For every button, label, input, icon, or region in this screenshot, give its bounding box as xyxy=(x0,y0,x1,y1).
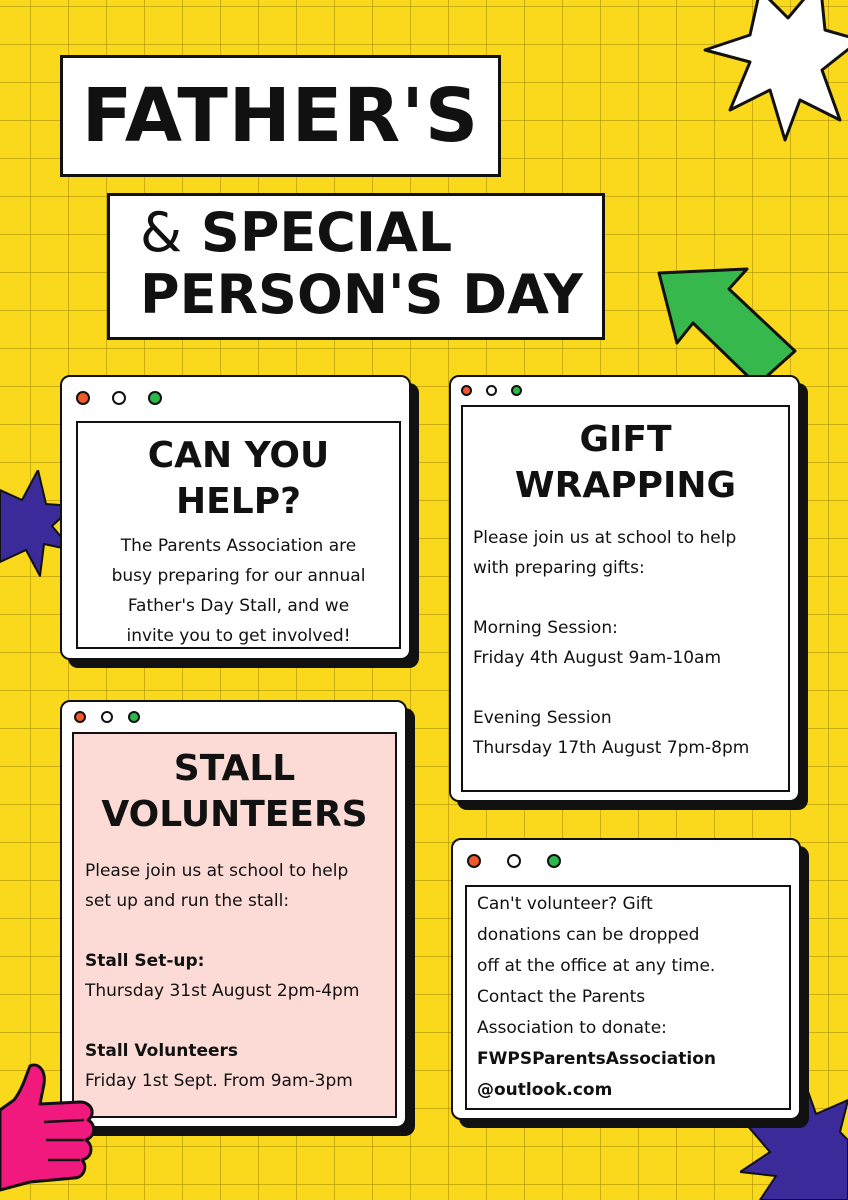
stall-heading-line-2: VOLUNTEERS xyxy=(101,794,368,835)
maximize-dot-icon xyxy=(511,385,522,396)
donation-text-line: off at the office at any time. xyxy=(477,956,716,976)
title-fathers-text: FATHER'S xyxy=(81,73,480,159)
help-card-content xyxy=(76,421,401,649)
stall-setup-time: Thursday 31st August 2pm-4pm xyxy=(85,981,360,1001)
help-card xyxy=(60,375,411,660)
window-controls xyxy=(461,385,522,396)
help-body-line: Father's Day Stall, and we xyxy=(127,596,350,616)
email-line-1[interactable]: FWPSParentsAssociation xyxy=(477,1049,716,1069)
gift-intro-line: with preparing gifts: xyxy=(473,558,645,578)
evening-session-label: Evening Session xyxy=(473,708,612,728)
help-heading-line-2: HELP? xyxy=(176,481,301,522)
donation-text-line: Association to donate: xyxy=(477,1018,667,1038)
maximize-dot-icon xyxy=(547,854,561,868)
title-line-1 xyxy=(60,55,501,177)
minimize-dot-icon xyxy=(101,711,113,723)
gift-heading-line-2: WRAPPING xyxy=(514,465,737,506)
close-dot-icon xyxy=(74,711,86,723)
donation-text-line: donations can be dropped xyxy=(477,925,700,945)
close-dot-icon xyxy=(461,385,472,396)
close-dot-icon xyxy=(467,854,481,868)
window-controls xyxy=(76,391,162,405)
minimize-dot-icon xyxy=(486,385,497,396)
help-heading-line-1: CAN YOU xyxy=(147,435,330,476)
gift-wrapping-card xyxy=(449,375,800,802)
help-body-line: The Parents Association are xyxy=(120,536,357,556)
title-special-text: SPECIAL xyxy=(200,201,453,264)
morning-session-label: Morning Session: xyxy=(473,618,618,638)
donation-text-line: Can't volunteer? Gift xyxy=(477,894,653,914)
stall-volunteers-card xyxy=(60,700,407,1128)
starburst-white-icon xyxy=(700,0,848,150)
stall-volunteers-label: Stall Volunteers xyxy=(85,1041,239,1061)
close-dot-icon xyxy=(76,391,90,405)
stall-heading-line-1: STALL xyxy=(173,748,296,789)
title-persons-day-text: PERSON'S DAY xyxy=(140,263,583,326)
morning-session-time: Friday 4th August 9am-10am xyxy=(473,648,722,668)
gift-intro-line: Please join us at school to help xyxy=(473,528,737,548)
minimize-dot-icon xyxy=(112,391,126,405)
window-controls xyxy=(467,854,561,868)
donations-card-content xyxy=(465,885,791,1110)
stall-intro-line: Please join us at school to help xyxy=(85,861,349,881)
arrow-up-left-icon xyxy=(655,265,805,390)
title-line-2 xyxy=(107,193,605,340)
stall-setup-label: Stall Set-up: xyxy=(85,951,205,971)
maximize-dot-icon xyxy=(148,391,162,405)
title-ampersand: & xyxy=(140,201,183,264)
window-controls xyxy=(74,711,140,723)
maximize-dot-icon xyxy=(128,711,140,723)
stall-volunteers-time: Friday 1st Sept. From 9am-3pm xyxy=(85,1071,353,1091)
help-body-line: invite you to get involved! xyxy=(126,626,351,646)
gift-card-content xyxy=(461,405,790,792)
stall-intro-line: set up and run the stall: xyxy=(85,891,290,911)
gift-heading-line-1: GIFT xyxy=(579,419,672,460)
stall-card-content xyxy=(72,732,397,1118)
minimize-dot-icon xyxy=(507,854,521,868)
email-line-2[interactable]: @outlook.com xyxy=(477,1080,613,1100)
donations-card xyxy=(451,838,801,1120)
help-body-line: busy preparing for our annual xyxy=(111,566,366,586)
donation-text-line: Contact the Parents xyxy=(477,987,646,1007)
evening-session-time: Thursday 17th August 7pm-8pm xyxy=(473,738,750,758)
thumbs-up-icon xyxy=(0,1060,100,1200)
